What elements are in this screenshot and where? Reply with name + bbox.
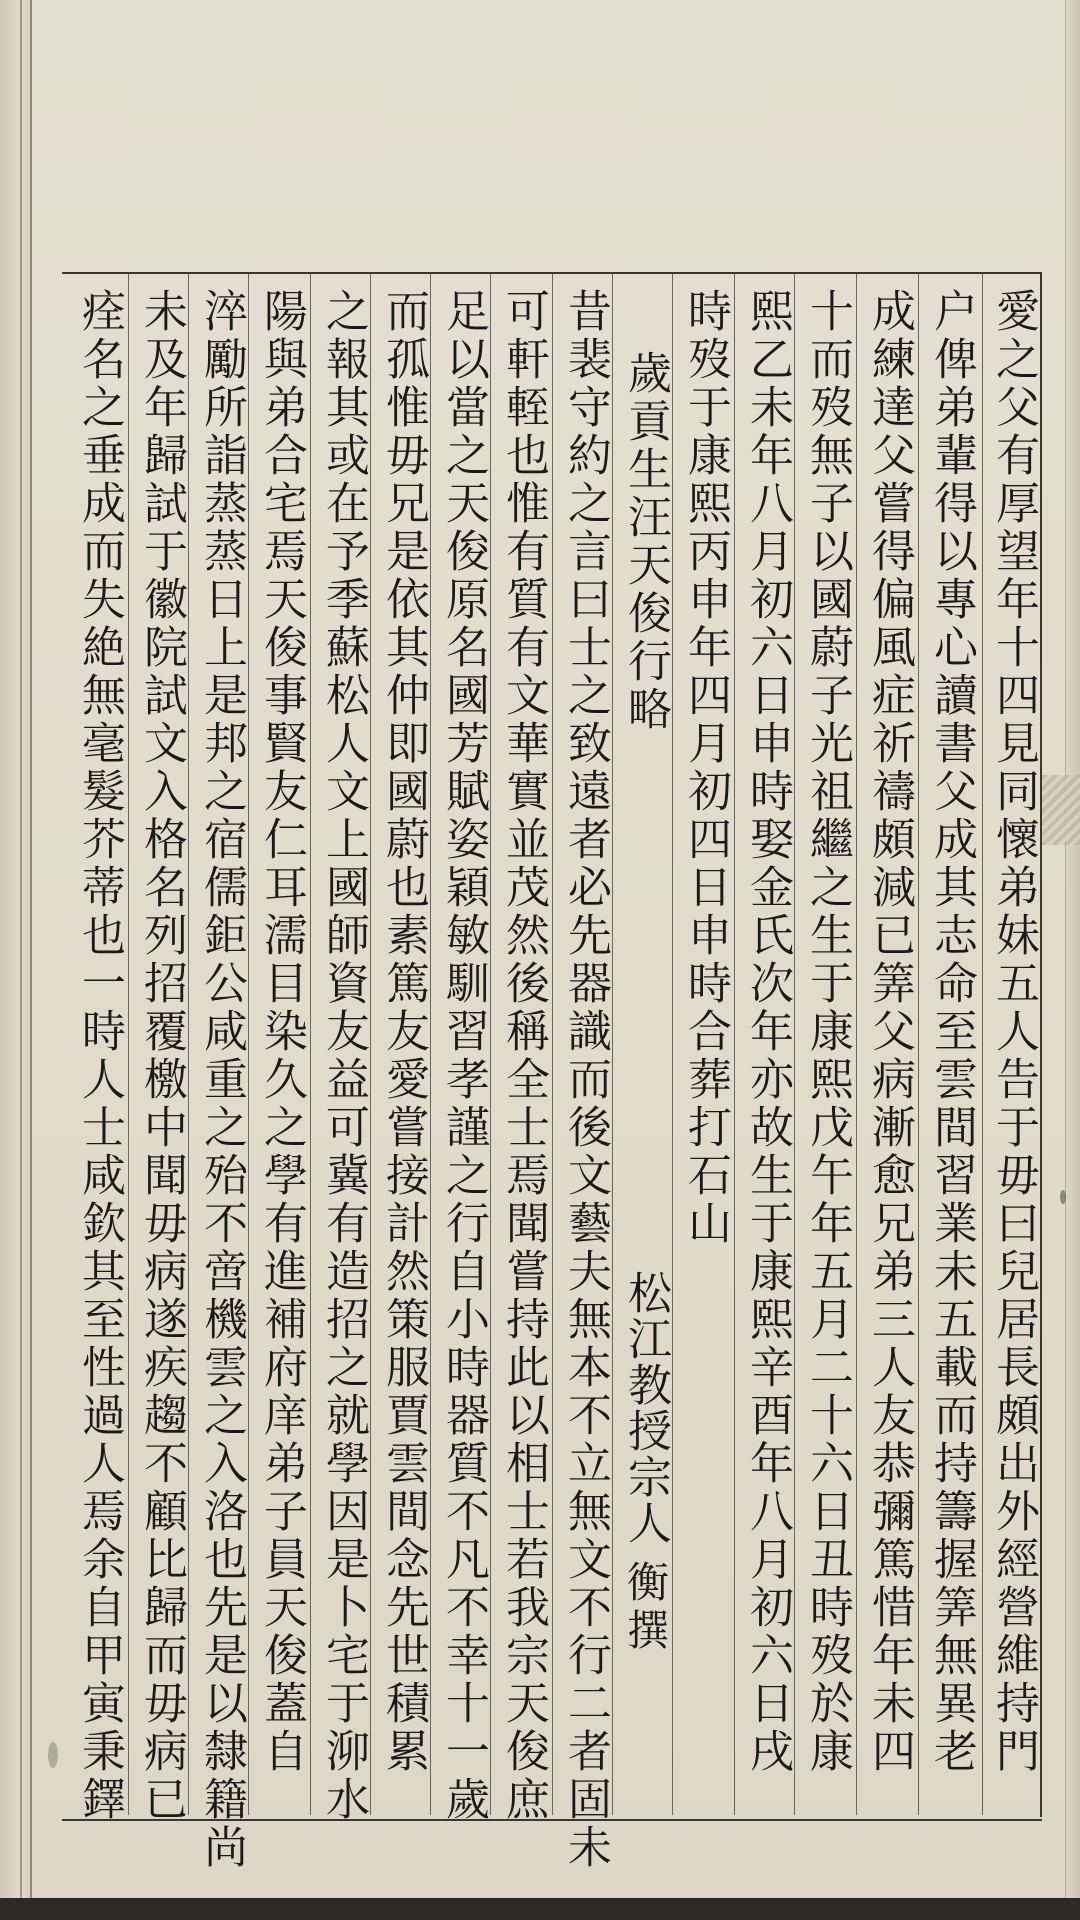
text-column: 淬勵所詣蒸蒸日上是邦之宿儒鉅公咸重之殆不啻機雲之入洛也先是以隸籍尚 (196, 288, 247, 1872)
text-column: 十而歿無子以國蔚子光祖繼之生于康熙戊午年五月二十六日丑時歿於康 (802, 288, 853, 1776)
text-column: 之報其或在予季蘇松人文上國師資友益可冀有造招之就學因是卜宅于泖水 (318, 288, 369, 1824)
text-column: 昔裴守約之言曰士之致遠者必先器識而後文藝夫無本不立無文不行二者固未 (560, 288, 611, 1872)
ink-mark (48, 1742, 58, 1768)
column-rule (552, 274, 553, 1815)
ink-mark (1060, 1190, 1066, 1204)
text-column: 可軒輊也惟有質有文華實並茂然後稱全士焉聞嘗持此以相士若我宗天俊庶 (498, 288, 549, 1824)
text-column: 時歿于康熙丙申年四月初四日申時合葬打石山 (680, 288, 731, 1248)
text-column: 足以當之天俊原名國芳賦姿穎敏馴習孝謹之行自小時器質不凡不幸十一歲 (438, 288, 489, 1824)
column-rule (918, 274, 919, 1815)
binding-line (20, 0, 22, 1920)
text-column: 而孤惟毋兄是依其仲即國蔚也素篤友愛嘗接計然策服賈雲間念先世積累 (378, 288, 429, 1776)
text-column: 成練達父嘗得偏風症祈禱頗減已筭父病漸愈兄弟三人友恭彌篤惜年未四 (864, 288, 915, 1776)
margin-stamp (1042, 775, 1080, 845)
text-column: 熙乙未年八月初六日申時娶金氏次年亦故生于康熙辛酉年八月初六日戌 (742, 288, 793, 1776)
text-column: 痊名之垂成而失絶無毫髮芥蒂也一時人士咸欽其至性過人焉余自甲寅秉鐸 (74, 288, 125, 1824)
page-edge (1065, 0, 1080, 1920)
scan-border (0, 1898, 1080, 1920)
column-rule (310, 274, 311, 1815)
column-rule (856, 274, 857, 1815)
text-column: 愛之父有厚望年十四見同懷弟妹五人告于毋曰兒居長頗出外經營維持門 (988, 288, 1039, 1776)
text-column: 陽與弟合宅焉天俊事賢友仁耳濡目染久之學有進補府庠弟子員天俊蓋自 (256, 288, 307, 1776)
text-column: 未及年歸試于徽院試文入格名列招覆檄中聞毋病遂疾趨不顧比歸而毋病已 (136, 288, 187, 1824)
section-title: 歲貢生汪天俊行略 (620, 350, 671, 734)
binding-edge (0, 0, 32, 1920)
column-rule (734, 274, 735, 1815)
column-rule (128, 274, 129, 1815)
column-rule (982, 274, 983, 1815)
author-byline: 松江教授宗人 (620, 1270, 671, 1546)
author-byline-verb: 衡撰 (621, 1560, 670, 1656)
text-column: 户俾弟輩得以專心讀書父成其志命至雲間習業未五載而持籌握筭無異老 (926, 288, 977, 1776)
